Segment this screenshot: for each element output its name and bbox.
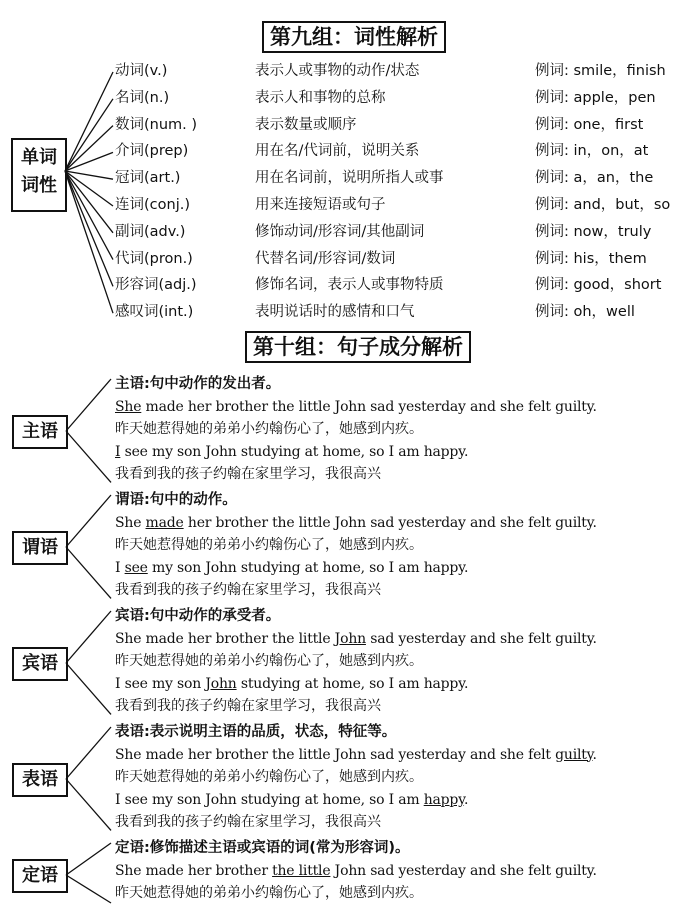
sentence-text: her brother the little John sad yesterday and she felt guilty. <box>183 514 597 531</box>
word-class-example: 例词: now，truly <box>535 223 652 240</box>
word-class-desc: 用在名/代词前，说明关系 <box>255 143 420 160</box>
underlined-component: the little <box>272 862 331 879</box>
sentence-text: my son John studying at home, so I am happy. <box>147 559 469 576</box>
word-class-name: 形容词(adj.) <box>115 277 197 294</box>
underlined-component: guilty <box>555 746 593 763</box>
sentence-text: 我看到我的孩子约翰在家里学习，我很高兴 <box>115 814 381 831</box>
word-class-example: 例词: and，but，so <box>535 197 671 213</box>
word-class-connector <box>65 126 113 171</box>
underlined-component: I <box>115 443 121 460</box>
bracket-line-bottom <box>66 431 111 482</box>
word-class-name: 代词(pron.) <box>115 250 193 267</box>
word-class-connector <box>65 171 113 179</box>
sentence-text: sad yesterday and she felt guilty. <box>365 630 597 647</box>
sentence-text: I <box>115 559 125 576</box>
sentence-text: made her brother the little John sad yesterday and she felt guilty. <box>141 398 597 415</box>
word-class-box-line: 词性 <box>21 175 57 196</box>
bracket-line-top <box>66 379 111 431</box>
bracket-line-bottom <box>66 875 111 903</box>
bracket-line-bottom <box>66 547 111 598</box>
word-class-name: 副词(adv.) <box>115 223 186 240</box>
bracket-line-top <box>66 727 111 779</box>
underlined-component: see <box>124 559 148 576</box>
sentence-text: 我看到我的孩子约翰在家里学习，我很高兴 <box>115 582 381 599</box>
underlined-component: John <box>205 675 237 692</box>
sentence-text: see my son John studying at home, so I am happy. <box>120 443 469 460</box>
word-class-example: 例词: in，on，at <box>535 143 649 160</box>
sentence-text: She <box>115 514 146 531</box>
word-class-desc: 表示人或事物的动作/状态 <box>255 63 420 79</box>
sentence-text: 昨天她惹得她的弟弟小约翰伤心了，她感到内疚。 <box>115 421 423 438</box>
word-class-name: 数词(num. ) <box>115 116 198 133</box>
sentence-text: studying at home, so I am happy. <box>236 675 469 692</box>
bracket-line-top <box>66 611 111 663</box>
word-class-name: 名词(n.) <box>115 89 170 106</box>
component-label-box: 宾语 <box>12 647 68 681</box>
sentence-text: 昨天她惹得她的弟弟小约翰伤心了，她感到内疚。 <box>115 769 423 786</box>
word-class-connector <box>65 99 113 171</box>
sentence-text: John sad yesterday and she felt guilty. <box>330 862 597 879</box>
underlined-component: John <box>334 630 366 647</box>
word-class-name: 介词(prep) <box>115 143 189 160</box>
underlined-component: made <box>145 514 184 531</box>
sentence-text: She made her brother <box>115 862 273 879</box>
component-label-box: 表语 <box>12 763 68 797</box>
component-label-box: 定语 <box>12 859 68 893</box>
word-class-connector <box>65 171 113 313</box>
part9-title: 第九组：词性解析 <box>262 21 446 53</box>
word-class-example: 例词: good，short <box>535 277 662 294</box>
sentence-text: I see my son John studying at home, so I am <box>115 791 424 808</box>
underlined-component: She <box>115 398 142 415</box>
word-class-desc: 表示人和事物的总称 <box>255 89 386 106</box>
sentence-text: . <box>592 746 597 763</box>
word-class-desc: 用来连接短语或句子 <box>255 197 386 213</box>
bracket-line-bottom <box>66 779 111 830</box>
sentence-text: 昨天她惹得她的弟弟小约翰伤心了，她感到内疚。 <box>115 885 423 902</box>
underlined-component: happy <box>423 791 465 808</box>
word-class-example: 例词: smile，finish <box>535 63 666 79</box>
component-label-box: 主语 <box>12 415 68 449</box>
word-class-desc: 代替名词/形容词/数词 <box>255 250 396 267</box>
word-class-desc: 修饰名词，表示人或事物特质 <box>255 277 444 294</box>
section-heading: 宾语:句中动作的承受者。 <box>115 608 281 624</box>
section-heading: 主语:句中动作的发出者。 <box>115 376 281 392</box>
word-class-name: 连词(conj.) <box>115 197 190 213</box>
word-class-example: 例词: one，first <box>535 116 644 133</box>
word-class-example: 例词: oh，well <box>535 304 635 321</box>
sentence-text: She made her brother the little John sad yesterday and she felt <box>115 746 556 763</box>
word-class-connector <box>65 171 113 260</box>
bracket-line-bottom <box>66 663 111 714</box>
section-heading: 定语:修饰描述主语或宾语的词(常为形容词)。 <box>115 840 410 856</box>
word-class-name: 动词(v.) <box>115 63 168 79</box>
section-heading: 谓语:句中的动作。 <box>115 492 237 508</box>
word-class-name: 冠词(art.) <box>115 170 181 187</box>
bracket-line-top <box>66 843 111 875</box>
word-class-desc: 用在名词前，说明所指人或事 <box>255 170 444 187</box>
sentence-text: . <box>464 791 469 808</box>
part10-title: 第十组：句子成分解析 <box>245 331 471 363</box>
word-class-example: 例词: a，an，the <box>535 170 654 187</box>
sentence-text: She made her brother the little <box>115 630 335 647</box>
sentence-text: 昨天她惹得她的弟弟小约翰伤心了，她感到内疚。 <box>115 537 423 554</box>
word-class-name: 感叹词(int.) <box>115 304 194 321</box>
sentence-text: 我看到我的孩子约翰在家里学习，我很高兴 <box>115 466 381 483</box>
bracket-line-top <box>66 495 111 547</box>
sentence-text: 昨天她惹得她的弟弟小约翰伤心了，她感到内疚。 <box>115 653 423 670</box>
word-class-connector <box>65 72 113 171</box>
word-class-desc: 表示数量或顺序 <box>255 116 357 133</box>
section-heading: 表语:表示说明主语的品质，状态，特征等。 <box>115 724 397 740</box>
sentence-text: 我看到我的孩子约翰在家里学习，我很高兴 <box>115 698 381 715</box>
component-label-box: 谓语 <box>12 531 68 565</box>
word-class-desc: 修饰动词/形容词/其他副词 <box>255 223 425 240</box>
word-class-box-line: 单词 <box>21 147 57 168</box>
word-class-example: 例词: apple，pen <box>535 89 656 106</box>
word-class-example: 例词: his，them <box>535 250 647 267</box>
word-class-desc: 表明说话时的感情和口气 <box>255 304 415 321</box>
sentence-text: I see my son <box>115 675 206 692</box>
word-class-connector <box>65 171 113 233</box>
